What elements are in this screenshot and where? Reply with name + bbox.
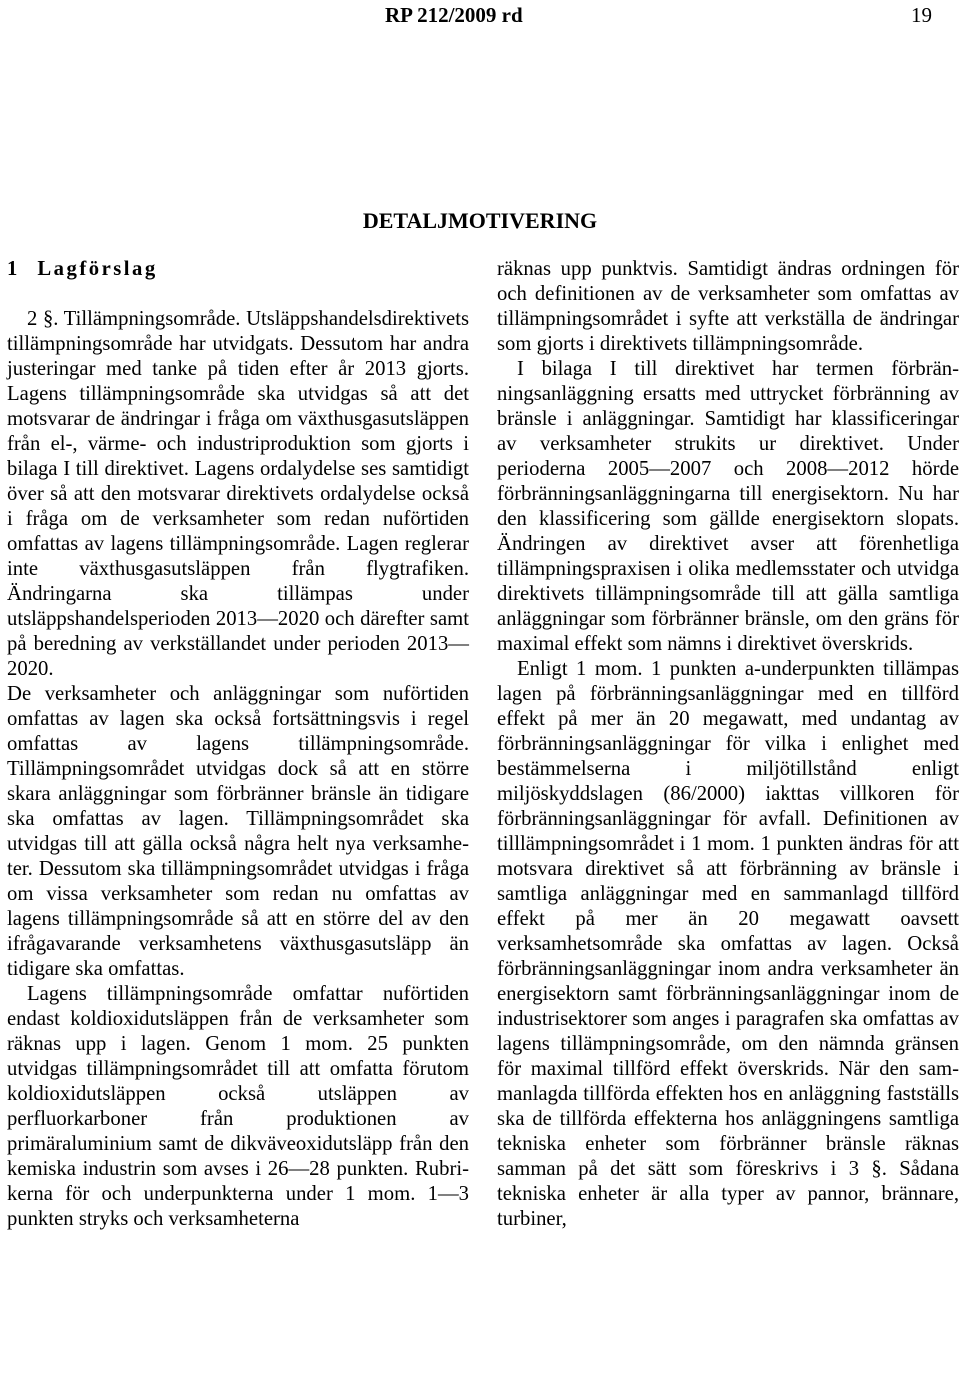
paragraph: Lagens tillämpningsområde omfattar nuförtiden endast koldioxidutsläppen från de verksamheter som räknas upp i lagen. Genom 1 mom. 25 punkten utvidgas tillämpningsområdet till att omfatta förutom koldioxidutsläppen också utsläppen av perfluorkarboner från produktionen av primäraluminium samt de dikväveoxidutsläpp från den kemiska industrin som avses i 26—28 punkten. Rubrikerna för och underpunkterna under 1 mom. 1—3 punkten stryks och verksamheterna [7,983,469,1230]
paragraph: räknas upp punktvis. Samtidigt ändras ordningen för och definitionen av de verksamheter som omfattas av tillämpningsområdet i syfte att verkställa de ändringar som gjorts i direktivets tillämpningsområde. [497,258,959,355]
paragraph: De verksamheter och anläggningar som nuförtiden omfattas av lagen ska också fortsättningsvis i regel omfattas av lagens tillämpningsområde. Tillämpningsområdet utvidgas dock så att en större skara anläggningar som förbränner bränsle än tidigare ska omfattas av lagen. Tillämpningsområdet ska utvidgas till att gälla också några helt nya verksamheter. Dessutom ska tillämpningsområdet utvidgas i fråga om vissa verksamheter som redan nu omfattas av lagens tillämpningsområde så att en större del av den ifrågavarande verksamhetens växthusgasutsläpp än tidigare ska omfattas. [7,683,469,980]
paragraph: 2 §. Tillämpningsområde. Utsläppshandelsdirektivets tillämpningsområde har utvidgats. Dessutom har andra justeringar med tanke på tiden efter år 2013 gjorts. Lagens tillämpningsområde ska utvidgas så att det motsvarar de ändringar i fråga om växthusgasutsläppen från el-, värme- och industriproduktion som gjorts i bilaga I till direktivet. Lagens ordalydelse ses samtidigt över så att den motsvarar direktivets ordalydelse också i fråga om de verksamheter som redan nuförtiden omfattas av lagens tillämpningsområde. Lagen reglerar inte växthusgasutsläppen från flygtrafiken. Ändringarna ska tillämpas under utsläppshandelsperioden 2013—2020 och därefter samt på beredning av verkställandet under perioden 2013—2020. [7,308,469,680]
page-number: 19 [911,3,932,27]
right-column [497,257,959,1232]
chapter-heading [7,257,469,282]
left-column [7,257,469,1232]
section-heading: DETALJMOTIVERING [362,208,598,233]
chapter-title: Lagförslag [37,258,158,280]
paragraph: I bilaga I till direktivet har termen förbränningsanläggning ersatts med uttrycket förbränning av bränsle i anläggningar. Samtidigt har klassificeringar av verksamheter strukits ur direktivet. Under perioderna 2005—2007 och 2008—2012 hörde förbränningsanläggningarna till energisektorn. Nu har den klassificering som gällde energisektorn slopats. Ändringen av direktivet avser att förenhetliga tillämpningspraxisen i olika medlemsstater och utvidga direktivets tillämpningsområde till att gälla samtliga anläggningar som förbränner bränsle, om den gräns för maximal effekt som nämns i direktivet överskrids. [497,358,959,655]
chapter-number: 1 [7,258,18,280]
running-header-title: RP 212/2009 rd [385,3,523,27]
paragraph: Enligt 1 mom. 1 punkten a-underpunkten tillämpas lagen på förbränningsanläggningar med en tillförd effekt på mer än 20 megawatt, med undantag av förbränningsanläggningar för vilka i enlighet med bestämmelserna i miljötillstånd enligt miljöskyddslagen (86/2000) iakttas villkoren för förbränningsanläggningar för avfall. Definitionen av tilllämpningsområdet i 1 mom. 1 punkten ändras för att motsvara direktivet så att förbränning av bränsle i samtliga anläggningar med en sammanlagd tillförd effekt på mer än 20 megawatt oavsett verksamhetsområde ska omfattas av lagen. Också förbränningsanläggningar inom andra verksamheter än energisektorn samt förbränningsanläggningar inom de industrisektorer som anges i paragrafen ska omfattas av lagens tillämpningsområde, om den nämnda gränsen för maximal tillförd effekt överskrids. När den sammanlagda tillförda effekten hos en anläggning fastställs ska de tillförda effekterna hos anläggningens samtliga tekniska enheter som förbränner bränsle räknas samman på det sätt som föreskrivs i 3 §. Sådana tekniska enheter är alla typer av pannor, brännare, turbiner, [497,658,959,1230]
